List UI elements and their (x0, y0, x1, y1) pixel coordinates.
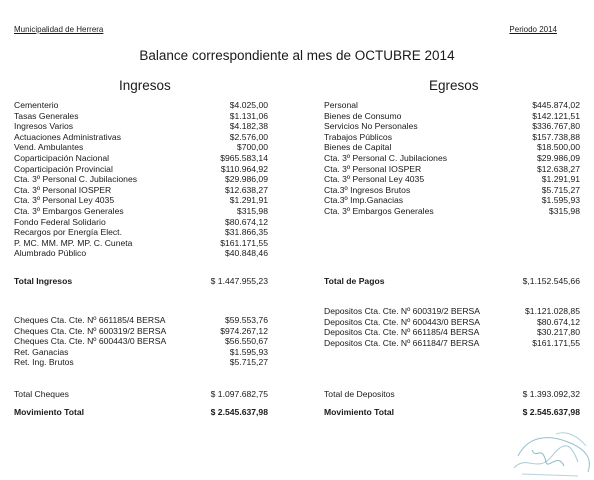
list-item: Ingresos Varios $4.182,38 (14, 121, 268, 132)
list-item: Coparticipación Nacional $965.583,14 (14, 153, 268, 163)
movimiento-total-egresos: Movimiento Total $ 2.545.637,98 (324, 407, 580, 417)
list-item: Actuaciones Administrativas $2.576,00 (14, 131, 268, 142)
list-item: Cta. 3º Embargos Generales $315,98 (324, 206, 580, 216)
list-item: Bienes de Capital $18.500,00 (324, 142, 580, 153)
list-item: Cementerio $4.025,00 (14, 100, 268, 110)
list-item: Depositos Cta. Cte. Nº 661184/7 BERSA $161.171,55 (324, 337, 580, 348)
entity-name: Municipalidad de Herrera (14, 25, 104, 34)
list-item: Ret. Ganacias $1.595,93 (14, 346, 268, 357)
list-item: P. MC. MM. MP. MP. C. Cuneta $161.171,55 (14, 237, 268, 248)
list-item: Cta. 3º Personal Ley 4035 $1.291,91 (324, 174, 580, 185)
document-title: Balance correspondiente al mes de OCTUBRE 2014 (139, 48, 455, 63)
list-item: Personal $445.874,02 (324, 100, 580, 110)
list-item: Tasas Generales $1.131,06 (14, 110, 268, 121)
egresos-heading: Egresos (429, 78, 479, 93)
list-item: Recargos por Energía Elect. $31.866,35 (14, 227, 268, 238)
total-cheques-row: Total Cheques $ 1.097.682,75 (14, 389, 268, 399)
list-item: Cta. 3º Personal Ley 4035 $1.291,91 (14, 195, 268, 206)
list-item: Depositos Cta. Cte. Nº 661185/4 BERSA $30.217,80 (324, 327, 580, 338)
list-item: Cta. 3º Personal C. Jubilaciones $29.986,09 (324, 153, 580, 163)
list-item: Vend. Ambulantes $700,00 (14, 142, 268, 153)
list-item: Alumbrado Público $40.848,46 (14, 248, 268, 259)
list-item: Cta. 3º Embargos Generales $315,98 (14, 206, 268, 216)
list-item: Ret. Ing. Brutos $5.715,27 (14, 357, 268, 368)
list-item: Cta. 3º Personal IOSPER $12.638,27 (14, 184, 268, 195)
list-item: Cheques Cta. Cte. Nº 600319/2 BERSA $974.267,12 (14, 325, 268, 336)
list-item: Fondo Federal Solidario $80.674,12 (14, 216, 268, 227)
total-pagos-row: Total de Pagos $,1.152.545,66 (324, 276, 580, 286)
list-item: Bienes de Consumo $142.121,51 (324, 110, 580, 121)
list-item: Cheques Cta. Cte. Nº 600443/0 BERSA $56.550,67 (14, 336, 268, 347)
signature-stamp (508, 416, 594, 480)
movimiento-total-ingresos: Movimiento Total $ 2.545.637,98 (14, 407, 268, 417)
list-item: Depositos Cta. Cte. Nº 600319/2 BERSA $1.121.028,85 (324, 306, 580, 316)
list-item: Servicios No Personales $336.767,80 (324, 121, 580, 132)
list-item: Cta.3º Ingresos Brutos $5.715,27 (324, 184, 580, 195)
list-item: Depositos Cta. Cte. Nº 600443/0 BERSA $80.674,12 (324, 316, 580, 327)
list-item: Trabajos Públicos $157.738,88 (324, 131, 580, 142)
list-item: Cta. 3º Personal IOSPER $12.638,27 (324, 163, 580, 174)
total-ingresos-row: Total Ingresos $ 1.447.955,23 (14, 276, 268, 286)
list-item: Cheques Cta. Cte. Nº 661185/4 BERSA $59.553,76 (14, 315, 268, 325)
total-depositos-row: Total de Depositos $ 1.393.092,32 (324, 389, 580, 399)
list-item: Cta.3º Imp.Ganacias $1.595,93 (324, 195, 580, 206)
list-item: Coparticipación Provincial $110.964,92 (14, 163, 268, 174)
list-item: Cta. 3º Personal C. Jubilaciones $29.986,09 (14, 174, 268, 185)
period-label: Periodo 2014 (509, 25, 557, 34)
ingresos-heading: Ingresos (119, 78, 171, 93)
